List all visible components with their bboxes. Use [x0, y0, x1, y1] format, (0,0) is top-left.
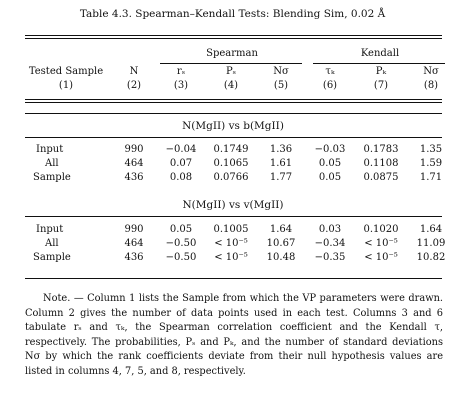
- cell-nsigma-kendall: 1.59: [419, 158, 443, 169]
- cell-rs: 0.08: [169, 172, 193, 183]
- cell-nsigma-spearman: 1.64: [269, 224, 293, 235]
- cell-tauk: −0.34: [314, 238, 346, 249]
- header-pk: Pₖ: [375, 66, 387, 77]
- cell-pk: < 10⁻⁵: [364, 238, 398, 249]
- header-nsigma-spearman: Nσ: [273, 66, 289, 77]
- table-notes: [25, 292, 443, 380]
- header-num-4: (4): [223, 80, 239, 91]
- cell-rs: −0.50: [165, 252, 197, 263]
- cell-rs: −0.50: [165, 238, 197, 249]
- header-rs: rₛ: [176, 66, 186, 77]
- cell-sample: Sample: [33, 172, 71, 183]
- cell-tauk: −0.03: [314, 144, 346, 155]
- cell-ps: < 10⁻⁵: [214, 252, 248, 263]
- cell-nsigma-kendall: 1.35: [419, 144, 443, 155]
- spearman-underline: [160, 63, 302, 64]
- cell-nsigma-spearman: 10.48: [266, 252, 296, 263]
- cell-nsigma-spearman: 1.36: [269, 144, 293, 155]
- cell-nsigma-spearman: 1.77: [269, 172, 293, 183]
- cell-ps: < 10⁻⁵: [214, 238, 248, 249]
- cell-rs: 0.05: [169, 224, 193, 235]
- cell-n: 436: [124, 172, 144, 183]
- cell-n: 436: [124, 252, 144, 263]
- header-ps: Pₛ: [225, 66, 237, 77]
- top-rule: [25, 35, 442, 36]
- cell-tauk: 0.05: [318, 172, 342, 183]
- table-caption: Table 4.3. Spearman–Kendall Tests: Blending Sim, 0.02 Å: [79, 8, 386, 20]
- cell-sample: All: [45, 158, 59, 169]
- cell-nsigma-kendall: 10.82: [416, 252, 446, 263]
- section-1-bottom-rule: [25, 137, 442, 138]
- cell-rs: −0.04: [165, 144, 197, 155]
- cell-tauk: 0.05: [318, 158, 342, 169]
- header-num-1: (1): [58, 80, 74, 91]
- header-num-3: (3): [173, 80, 189, 91]
- cell-tauk: −0.35: [314, 252, 346, 263]
- cell-pk: 0.0875: [363, 172, 399, 183]
- section-2-title: N(MgII) vs v(MgII): [182, 199, 284, 211]
- cell-nsigma-kendall: 11.09: [416, 238, 446, 249]
- cell-pk: 0.1108: [363, 158, 399, 169]
- cell-ps: 0.1749: [213, 144, 249, 155]
- table-bottom-rule: [25, 278, 442, 279]
- header-bottom-rule: [25, 99, 442, 100]
- notes-text: Note. — Column 1 lists the Sample from which the VP parameters were drawn. Column 2 gives the number of data points used in each test. Columns 3 and 6 tabulate rₛ and τₖ, the Spearman correlation coefficient and the Kendall τ, respectively. The probabilities, Pₛ and Pₖ, and the number of standard deviations Nσ by which the rank coefficients deviate from their null hypothesis values are listed in columns 4, 7, 5, and 8, respectively.: [25, 293, 443, 377]
- top-rule-double: [25, 38, 442, 39]
- header-tested-sample: Tested Sample: [28, 66, 104, 77]
- cell-n: 990: [124, 144, 144, 155]
- cell-sample: Input: [36, 144, 64, 155]
- header-nsigma-kendall: Nσ: [423, 66, 439, 77]
- header-bottom-rule-double: [25, 102, 442, 103]
- section-2-bottom-rule: [25, 216, 442, 217]
- group-header-spearman: Spearman: [206, 48, 258, 59]
- cell-sample: All: [45, 238, 59, 249]
- cell-ps: 0.1065: [213, 158, 249, 169]
- section-1-title: N(MgII) vs b(MgII): [182, 120, 284, 132]
- group-header-kendall: Kendall: [360, 48, 400, 59]
- cell-n: 990: [124, 224, 144, 235]
- cell-ps: 0.1005: [213, 224, 249, 235]
- cell-sample: Sample: [33, 252, 71, 263]
- header-num-7: (7): [373, 80, 389, 91]
- kendall-underline: [313, 63, 445, 64]
- cell-n: 464: [124, 238, 144, 249]
- cell-pk: < 10⁻⁵: [364, 252, 398, 263]
- cell-nsigma-spearman: 10.67: [266, 238, 296, 249]
- section-1-top-rule: [25, 113, 442, 114]
- cell-nsigma-kendall: 1.71: [419, 172, 443, 183]
- cell-pk: 0.1020: [363, 224, 399, 235]
- header-num-8: (8): [423, 80, 439, 91]
- cell-sample: Input: [36, 224, 64, 235]
- header-num-6: (6): [322, 80, 338, 91]
- cell-ps: 0.0766: [213, 172, 249, 183]
- header-tauk: τₖ: [325, 66, 335, 77]
- header-num-5: (5): [273, 80, 289, 91]
- cell-pk: 0.1783: [363, 144, 399, 155]
- cell-rs: 0.07: [169, 158, 193, 169]
- cell-n: 464: [124, 158, 144, 169]
- header-n: N: [129, 66, 139, 77]
- cell-tauk: 0.03: [318, 224, 342, 235]
- cell-nsigma-kendall: 1.64: [419, 224, 443, 235]
- header-num-2: (2): [126, 80, 142, 91]
- cell-nsigma-spearman: 1.61: [269, 158, 293, 169]
